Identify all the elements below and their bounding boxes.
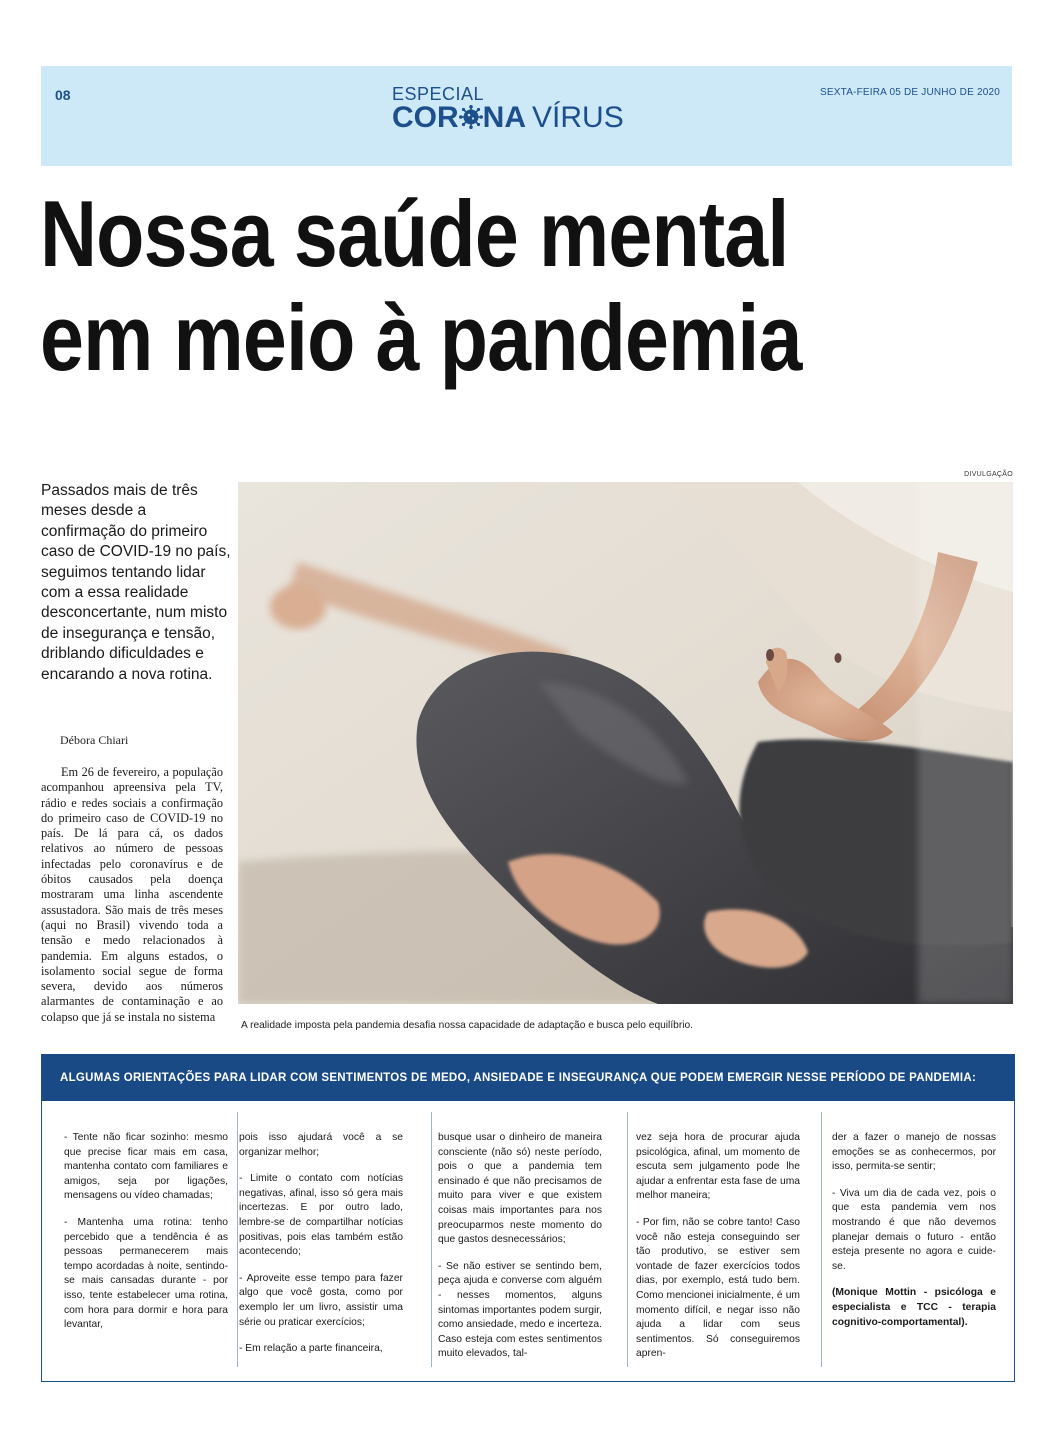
tip-paragraph: vez seja hora de procurar ajuda psicológica, afinal, um momento de escuta sem julgamento pode lhe ajudar a enfrentar esta fase de uma melhor maneira; xyxy=(636,1132,800,1202)
tip-paragraph: - Aproveite esse tempo para fazer algo que você gosta, como por exemplo ler um livro, assistir uma série ou praticar exercícios; xyxy=(239,1272,403,1328)
issue-date: SEXTA-FEIRA 05 DE JUNHO DE 2020 xyxy=(820,87,1000,98)
tips-box-header xyxy=(42,1054,1014,1101)
byline: Débora Chiari xyxy=(60,733,129,747)
page-header xyxy=(41,66,1012,166)
tip-paragraph: - Se não estiver se sentindo bem, peça ajuda e converse com alguém - nesses momentos, alguns sintomas importantes podem surgir, como ansiedade, medo e incerteza. Caso esteja com estes sentimentos muito elevados, tal- xyxy=(438,1260,602,1360)
logo-especial-text: ESPECIAL xyxy=(392,84,485,104)
especial-coronavirus-logo xyxy=(392,84,672,144)
photo-caption: A realidade imposta pela pandemia desafia nossa capacidade de adaptação e busca pelo equilíbrio. xyxy=(241,1020,693,1031)
column-divider xyxy=(627,1112,628,1367)
photo-credit: DIVULGAÇÃO xyxy=(964,471,1013,478)
meditation-photo xyxy=(238,482,1013,1004)
logo-corona-a: COR xyxy=(392,101,459,134)
tip-paragraph: - Mantenha uma rotina: tenho percebido que a tendência é as pessoas permanecerem mais tempo acordadas à noite, sentindo-se mais cansadas durante - por isso, tente estabelecer uma rotina, com hora para dormir e hora para levantar, xyxy=(64,1216,228,1331)
article-lede: Passados mais de três meses desde a confirmação do primeiro caso de COVID-19 no país, seguimos tentando lidar com a essa realidade desconcertante, num misto de insegurança e tensão, driblando dificuldades e encarando a nova rotina. xyxy=(41,482,231,683)
tip-paragraph: - Limite o contato com notícias negativas, afinal, isso só gera mais incertezas. E por outro lado, lembre-se de compartilhar notícias positivas, pois elas também estão acontecendo; xyxy=(239,1173,403,1258)
tips-column-1 xyxy=(64,1131,228,1345)
tip-paragraph: pois isso ajudará você a se organizar melhor; xyxy=(239,1132,403,1158)
tips-column-4 xyxy=(636,1131,800,1374)
headline xyxy=(40,182,872,390)
logo-corona-b: NA xyxy=(482,101,527,134)
tip-paragraph: busque usar o dinheiro de maneira consciente (não só) neste período, pois o que a pandemia tem ensinado é que não precisamos de muito para viver e que existem coisas mais importantes para nos preocuparmos neste momento do que gastos desnecessários; xyxy=(438,1132,602,1246)
tips-column-3 xyxy=(438,1131,602,1374)
column-divider xyxy=(821,1112,822,1367)
tip-paragraph: - Viva um dia de cada vez, pois o que esta pandemia vem nos mostrando é que não devemos planejar demais o futuro - então esteja presente no agora e cuide-se. xyxy=(832,1187,996,1272)
page-number: 08 xyxy=(55,87,71,103)
tips-column-5 xyxy=(832,1131,996,1342)
tips-column-2 xyxy=(239,1131,403,1369)
tip-paragraph: - Tente não ficar sozinho: mesmo que precise ficar mais em casa, mantenha contato com familiares e amigos, seja por ligações, mensagens ou vídeo chamadas; xyxy=(64,1132,228,1202)
column-divider xyxy=(237,1112,238,1367)
tip-paragraph: - Em relação a parte financeira, xyxy=(239,1343,383,1355)
virus-icon xyxy=(459,103,483,127)
tip-paragraph: der a fazer o manejo de nossas emoções se as conhecermos, por isso, permita-se sentir; xyxy=(832,1132,996,1173)
tip-paragraph: - Por fim, não se cobre tanto! Caso você não esteja conseguindo ser tão produtivo, se estiver sem vontade de fazer exercícios todos dias, por exemplo, está tudo bem. Como mencionei inicialmente, é um momento difícil, e negar isso não ajuda a lidar com seus sentimentos. Só conseguiremos apren- xyxy=(636,1216,800,1360)
tips-box-title: ALGUMAS ORIENTAÇÕES PARA LIDAR COM SENTIMENTOS DE MEDO, ANSIEDADE E INSEGURANÇA QUE PODEM EMERGIR NESSE PERÍODO DE PANDEMIA: xyxy=(60,1072,977,1084)
logo-coronavirus-line xyxy=(392,101,624,135)
article-body: Em 26 de fevereiro, a população acompanhou apreensiva pela TV, rádio e redes sociais a confirmação do primeiro caso de COVID-19 no país. De lá para cá, os dados relativos ao número de pessoas infectadas pelo coronavírus e de óbitos causados pela doença mostraram uma linha ascendente assustadora. São mais de três meses (aqui no Brasil) vivendo toda a tensão e medo relacionados à pandemia. Em alguns estados, o isolamento social segue de forma severa, devido aos números alarmantes de contaminação e ao colapso que já se instala no sistema xyxy=(41,765,223,1024)
tips-box xyxy=(41,1054,1015,1382)
psychologist-signature: (Monique Mottin - psicóloga e especialista e TCC - terapia cognitivo-comportamental). xyxy=(832,1287,996,1328)
headline-line-2: em meio à pandemia xyxy=(40,285,802,390)
column-divider xyxy=(431,1112,432,1367)
headline-line-1: Nossa saúde mental xyxy=(40,181,789,286)
logo-virus-text: VÍRUS xyxy=(532,101,624,134)
